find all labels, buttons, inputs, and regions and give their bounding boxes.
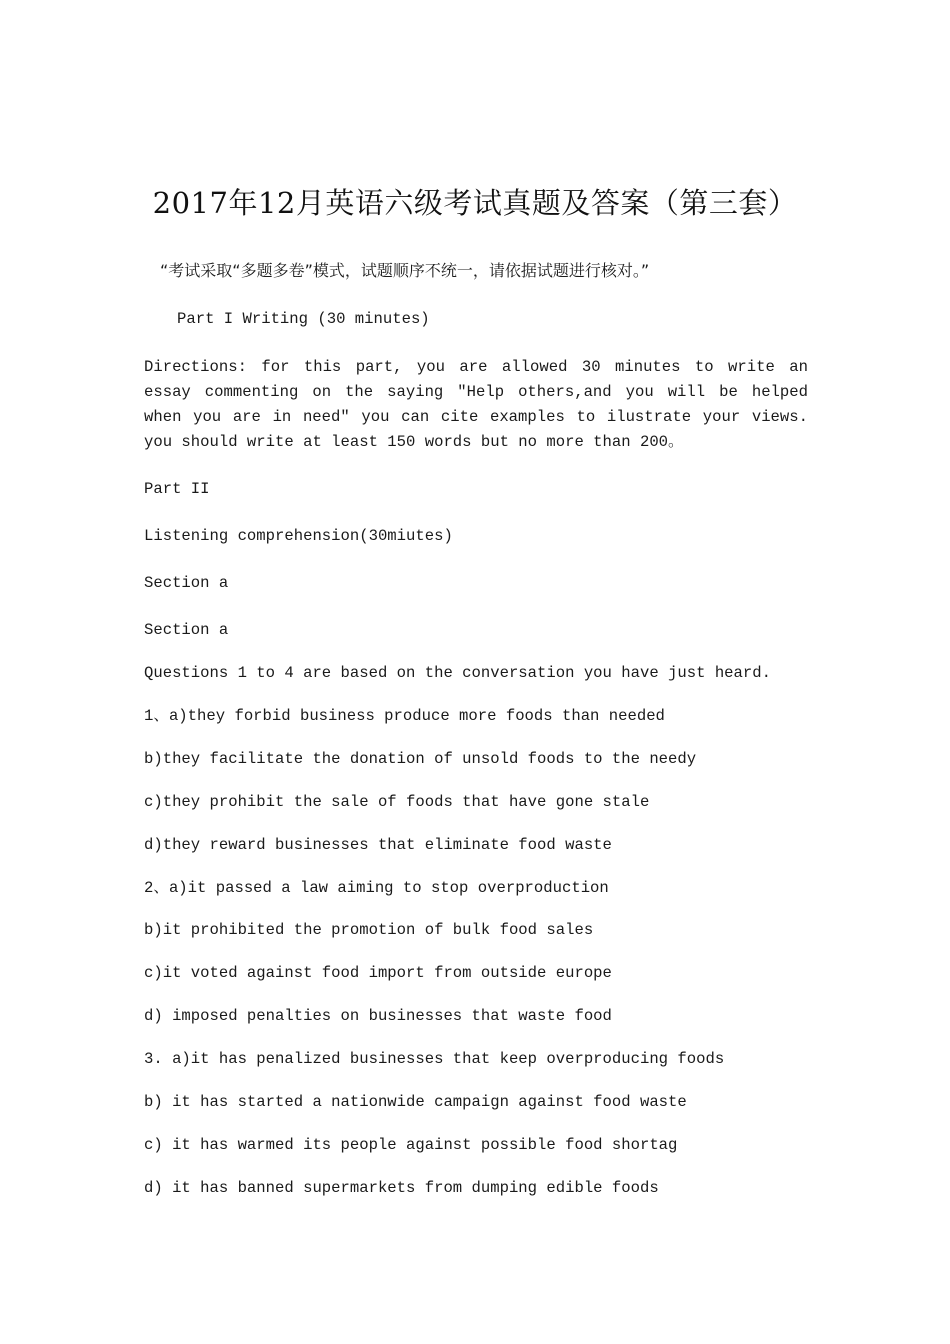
question-option: b)they facilitate the donation of unsold foods to the needy bbox=[144, 750, 697, 768]
section-heading: Section a bbox=[144, 621, 229, 639]
exam-notice: “考试采取“多题多卷”模式，试题顺序不统一，请依据试题进行核对。” bbox=[160, 261, 650, 280]
part1-heading: Part I Writing (30 minutes) bbox=[177, 310, 430, 328]
questions-intro: Questions 1 to 4 are based on the conversation you have just heard. bbox=[144, 664, 771, 682]
question-option: c)it voted against food import from outside europe bbox=[144, 964, 612, 982]
question-option: b) it has started a nationwide campaign against food waste bbox=[144, 1093, 687, 1111]
question-option: 3. a)it has penalized businesses that keep overproducing foods bbox=[144, 1050, 725, 1068]
section-heading: Section a bbox=[144, 574, 229, 592]
document-title: 2017年12月英语六级考试真题及答案（第三套） bbox=[152, 186, 798, 220]
question-option: c) it has warmed its people against possible food shortag bbox=[144, 1136, 678, 1154]
question-option: c)they prohibit the sale of foods that have gone stale bbox=[144, 793, 650, 811]
question-option: d)they reward businesses that eliminate food waste bbox=[144, 836, 612, 854]
part2-heading: Part II bbox=[144, 480, 210, 498]
question-option: d) imposed penalties on businesses that waste food bbox=[144, 1007, 612, 1025]
writing-directions: Directions: for this part, you are allowed 30 minutes to write an essay commenting on the saying "Help others,and you will be helped when you are in need" you can cite examples to ilustrate your views. you should write at least 150 words but no more than 200。 bbox=[144, 358, 808, 451]
question-option: d) it has banned supermarkets from dumping edible foods bbox=[144, 1179, 659, 1197]
question-option: 1、a)they forbid business produce more foods than needed bbox=[144, 707, 665, 725]
question-option: b)it prohibited the promotion of bulk food sales bbox=[144, 921, 594, 939]
listening-heading: Listening comprehension(30miutes) bbox=[144, 527, 453, 545]
question-option: 2、a)it passed a law aiming to stop overproduction bbox=[144, 879, 609, 897]
